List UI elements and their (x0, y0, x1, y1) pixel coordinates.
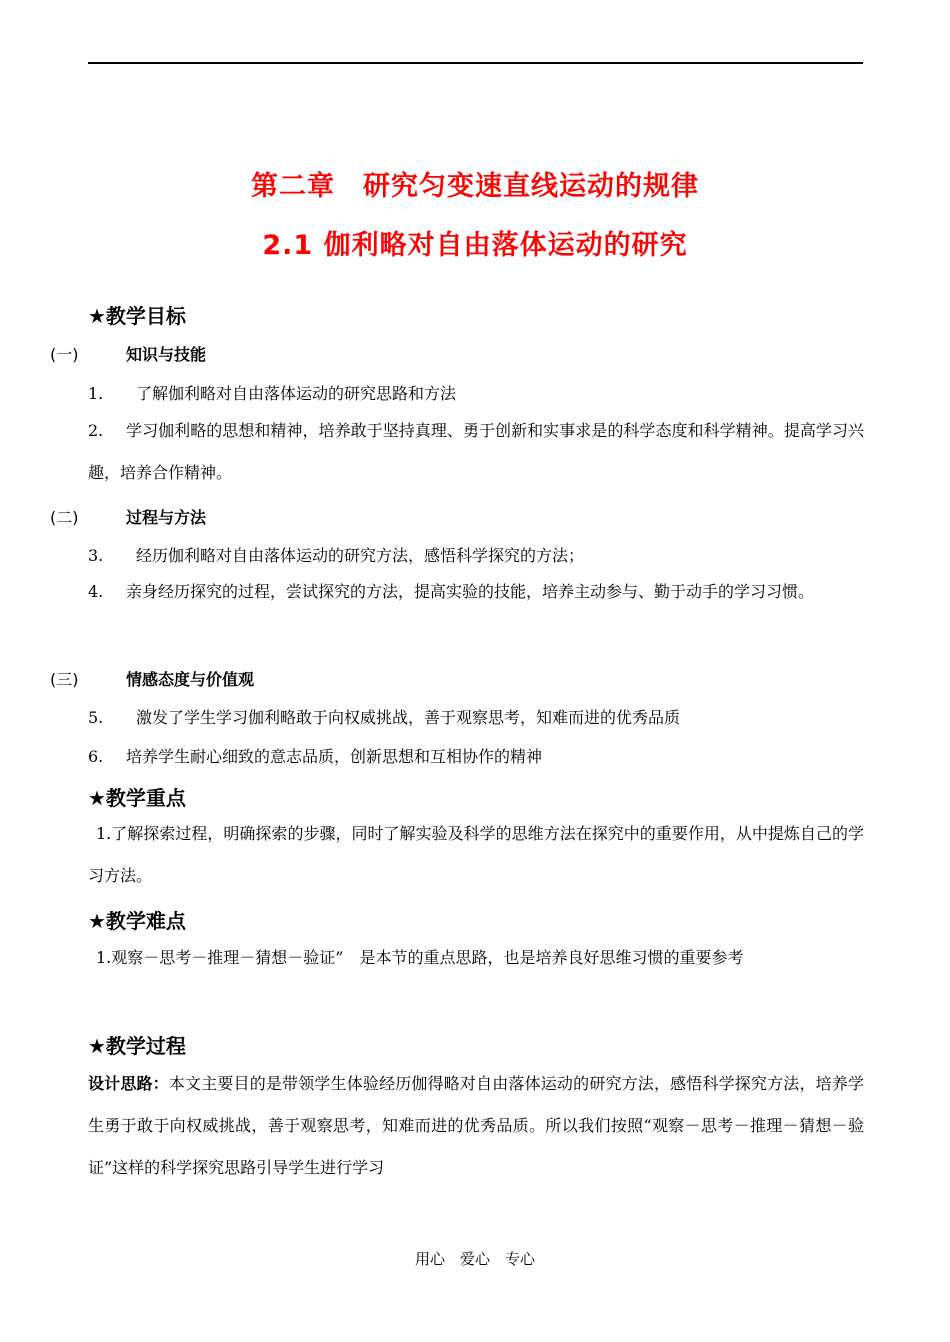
chapter-title: 第二章 研究匀变速直线运动的规律 (251, 171, 699, 202)
objective-group-2 (50, 505, 206, 528)
item-text: 经历伽利略对自由落体运动的研究方法，感悟科学探究的方法； (136, 546, 585, 565)
group-label: 过程与方法 (126, 508, 207, 527)
item-text: 学习伽利略的思想和精神，培养敢于坚持真理、勇于创新和实事求是的科学态度和科学精神。提高学习兴趣，培养合作精神。 (88, 421, 864, 482)
item-number: 5. (88, 708, 104, 727)
objectives-heading: ★教学目标 (88, 304, 186, 328)
difficulties-text: 1.观察－思考－推理－猜想－验证” 是本节的重点思路，也是培养良好思维习惯的重要参考 (96, 948, 744, 967)
group-number: (三) (50, 670, 79, 689)
item-text: 亲身经历探究的过程，尝试探究的方法，提高实验的技能，培养主动参与、勤于动手的学习习惯。 (126, 582, 815, 601)
footer-motto: 用心 爱心 专心 (414, 1250, 535, 1268)
group-label: 知识与技能 (126, 345, 207, 364)
process-label: 设计思路： (88, 1074, 169, 1093)
objective-item-3 (88, 543, 584, 566)
group-number: (二) (50, 508, 79, 527)
group-number: (一) (50, 345, 79, 364)
difficulties-heading: ★教学难点 (88, 909, 186, 933)
objective-item-2 (88, 410, 864, 494)
item-text: 激发了学生学习伽利略敢于向权威挑战，善于观察思考，知难而进的优秀品质 (136, 708, 681, 727)
section-title: 2.1 伽利略对自由落体运动的研究 (262, 230, 688, 261)
process-body: 本文主要目的是带领学生体验经历伽得略对自由落体运动的研究方法，感悟科学探究方法，培养学生勇于敢于向权威挑战，善于观察思考，知难而进的优秀品质。所以我们按照“观察－思考－推理－猜想－验证”这样的科学探究思路引导学生进行学习 (88, 1074, 864, 1177)
objective-item-4 (88, 571, 864, 613)
item-number: 3. (88, 546, 104, 565)
item-number: 1. (88, 384, 104, 403)
item-text: 了解伽利略对自由落体运动的研究思路和方法 (136, 384, 457, 403)
objective-item-6 (88, 744, 542, 767)
item-text: 培养学生耐心细致的意志品质，创新思想和互相协作的精神 (126, 747, 543, 766)
header-rule (88, 62, 863, 64)
objective-item-1 (88, 381, 456, 404)
item-number: 2. (88, 421, 104, 440)
objective-item-5 (88, 705, 680, 728)
group-label: 情感态度与价值观 (126, 670, 255, 689)
objective-group-1 (50, 342, 206, 365)
item-number: 6. (88, 747, 104, 766)
process-heading: ★教学过程 (88, 1034, 186, 1058)
item-number: 4. (88, 582, 104, 601)
objective-group-3 (50, 667, 254, 690)
key-points-heading: ★教学重点 (88, 786, 186, 810)
key-points-text: 1.了解探索过程，明确探索的步骤，同时了解实验及科学的思维方法在探究中的重要作用，从中提炼自己的学习方法。 (88, 824, 864, 885)
process-text (88, 1063, 864, 1189)
